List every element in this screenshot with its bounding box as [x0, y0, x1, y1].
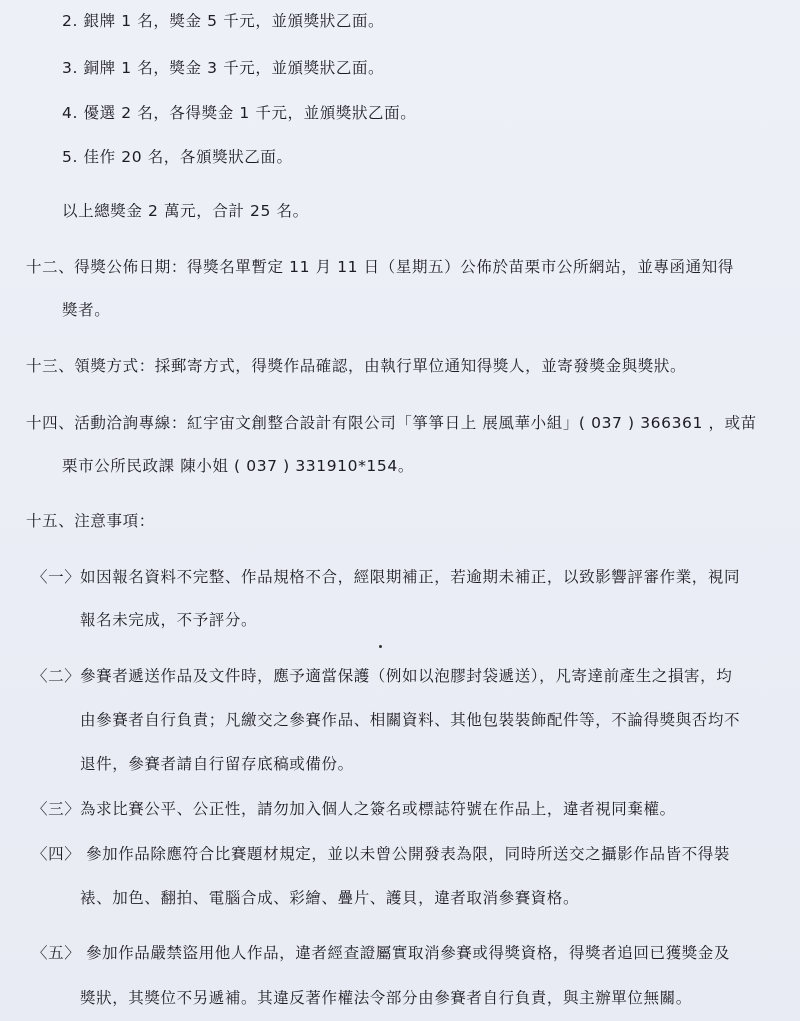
section-12-line-1: 十二、得獎公佈日期：得獎名單暫定 11 月 11 日（星期五）公佈於苗栗市公所網站，並專函通知得 [26, 258, 734, 276]
note-2-line-1: 參賽者遞送作品及文件時，應予適當保護（例如以泡膠封袋遞送），凡寄達前產生之損害，均 [80, 667, 733, 685]
scan-speck [379, 645, 382, 648]
award-item-honorable: 5. 佳作 20 名，各頒獎狀乙面。 [62, 148, 293, 166]
note-label: 〈五〉 [32, 944, 81, 962]
note-label: 〈二〉 [32, 667, 81, 685]
note-4-line-1: 參加作品除應符合比賽題材規定，並以未曾公開發表為限，同時所送交之攝影作品皆不得裝 [86, 845, 731, 863]
section-12-line-2: 獎者。 [62, 301, 111, 319]
note-label: 〈三〉 [32, 800, 81, 818]
awards-total: 以上總獎金 2 萬元，合計 25 名。 [62, 202, 309, 220]
note-1-line-1: 如因報名資料不完整、作品規格不合，經限期補正，若逾期未補正，以致影響評審作業，視同 [80, 568, 741, 586]
note-label: 〈四〉 [32, 845, 81, 863]
note-5-line-2: 獎狀，其獎位不另遞補。其違反著作權法令部分由參賽者自行負責，與主辦單位無關。 [80, 989, 692, 1007]
note-2-line-2: 由參賽者自行負責；凡繳交之參賽作品、相關資料、其他包裝裝飾配件等，不論得獎與否均不 [80, 711, 741, 729]
award-item-silver: 2. 銀牌 1 名，獎金 5 千元，並頒獎狀乙面。 [62, 12, 385, 30]
award-item-bronze: 3. 銅牌 1 名，獎金 3 千元，並頒獎狀乙面。 [62, 59, 385, 77]
section-15-heading: 十五、注意事項： [26, 512, 155, 530]
section-13-line-1: 十三、領獎方式：採郵寄方式，得獎作品確認，由執行單位通知得獎人，並寄發獎金與獎狀。 [26, 357, 687, 375]
note-4-line-2: 裱、加色、翻拍、電腦合成、彩繪、疊片、護貝，違者取消參賽資格。 [80, 889, 580, 907]
note-5-line-1: 參加作品嚴禁盜用他人作品，違者經查證屬實取消參賽或得獎資格，得獎者追回已獲獎金及 [86, 944, 731, 962]
note-2-line-3: 退件，參賽者請自行留存底稿或備份。 [80, 755, 354, 773]
award-item-merit: 4. 優選 2 名，各得獎金 1 千元，並頒獎狀乙面。 [62, 104, 417, 122]
note-label: 〈一〉 [32, 568, 81, 586]
section-14-line-1: 十四、活動洽詢專線：紅宇宙文創整合設計有限公司「箏箏日上 展風華小組」( 037 ) 366361 ，或苗 [26, 414, 757, 432]
section-14-line-2: 栗市公所民政課 陳小姐 ( 037 ) 331910*154。 [62, 457, 414, 475]
note-1-line-2: 報名未完成，不予評分。 [80, 611, 258, 629]
note-3-line-1: 為求比賽公平、公正性，請勿加入個人之簽名或標誌符號在作品上，違者視同棄權。 [80, 800, 676, 818]
